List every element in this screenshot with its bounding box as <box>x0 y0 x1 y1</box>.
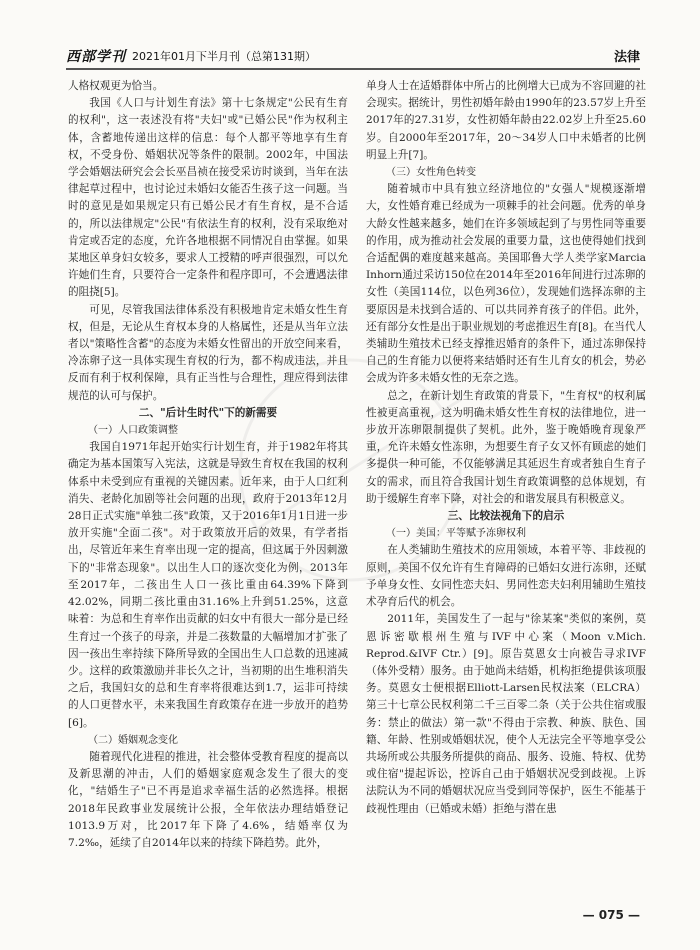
left-paragraph: 人格权观更为恰当。 <box>68 80 164 92</box>
left-section-heading: 二、"后计生时代"下的新需要 <box>138 406 278 419</box>
right-subsection-heading: （一）美国：平等赋予冻卵权利 <box>386 528 526 540</box>
right-column <box>366 78 646 818</box>
right-paragraph: 单身人士在适婚群体中所占的比例增大已成为不容回避的社会现实。据统计，男性初婚年龄由1990年的23.57岁上升至2017年的27.31岁，女性初婚年龄由22.02岁上升至25.60岁。自2000年至2017年，20～34岁人口中未婚者的比例明显上升[7]。 <box>366 80 646 161</box>
section-tag: 法律 <box>613 50 640 65</box>
journal-name: 西部学刊 <box>66 49 126 65</box>
left-paragraph: 随着现代化进程的推进，社会整体受教育程度的提高以及新思潮的冲击，人们的婚姻家庭观念发生了很大的变化，"结婚生子"已不再是追求幸福生活的必然选择。根据2018年民政事业发展统计公报，全年依法办理结婚登记1013.9万对，比2017年下降了4.6%，结婚率仅为7.2‰，延续了自2014年以来的持续下降趋势。此外， <box>68 750 348 849</box>
left-paragraph: 可见，尽管我国法律体系没有积极地肯定未婚女性生育权，但是，无论从生育权本身的人格属性，还是从当年立法者以"策略性含蓄"的态度为未婚女性留出的开放空间来看，冷冻卵子这一具体实现生育权的行为，都不构成违法，并且反而有利于权利保障，具有正当性与合理性，理应得到法律规范的认可与保护。 <box>68 303 348 402</box>
left-subsection-heading: （一）人口政策调整 <box>88 425 178 437</box>
left-paragraph: 我国自1971年起开始实行计划生育，并于1982年将其确定为基本国策写入宪法，这就是导致生育权在我国的权利体系中未受到应有重视的关键因素。近年来，由于人口红利消失、老龄化加剧等社会问题的出现，政府于2013年12月28日正式实施"单独二孩"政策，又于2016年1月1日进一步放开实施"全面二孩"。对于政策放开后的效果，有学者指出，尽管近年来生育率出现一定的提高，但这属于外因刺激下的"非常态现象"。以出生人口的逐次变化为例，2013年至2017年，二孩出生人口一孩比重由64.39%下降到42.02%，同期二孩比重由31.16%上升到51.25%，这意味着：为总和生育率作出贡献的妇女中有很大一部分是已经生育过一个孩子的母亲，并是二孩数量的大幅增加才扩张了因一孩出生率持续下降所导致的全国出生人口总数的迅速减少。这样的政策激励并非长久之计，当初期的出生堆积消失之后，我国妇女的总和生育率将很难达到1.7，运非可持续的人口更替水平，未来我国生育政策存在进一步放开的趋势[6]。 <box>68 441 348 729</box>
left-subsection-heading: （二）婚姻观念变化 <box>88 734 178 746</box>
right-paragraph: 随着城市中具有独立经济地位的"女强人"规模逐渐增大，女性婚育难已经成为一项棘手的社会问题。优秀的单身大龄女性越来越多，她们在许多领域起到了与男性同等重要的作用，成为推动社会发展的重要力量，这也使得她们找到合适配偶的难度越来越高。美国耶鲁大学人类学家Marcia Inhorn通过采访150位在2014年至2016年间进行过冻卵的女性（美国114位，以色列36位），发现她们选择冻卵的主要原因是未找到合适的、可以共同养育孩子的伴侣。此外，还有部分女性是出于职业规划的考虑推迟生育[8]。在当代人类辅助生殖技术已经支撑推迟婚育的条件下，通过冻卵保持自己的生育能力以便将来结婚时还有生儿育女的机会，势必会成为许多未婚女性的无奈之选。 <box>366 183 646 385</box>
right-section-heading: 三、比较法视角下的启示 <box>447 510 565 523</box>
issue-info: 2021年01月下半月刊（总第131期） <box>132 50 316 63</box>
right-paragraph: 总之，在新计划生育政策的背景下，"生育权"的权利属性被更高重视，这为明确未婚女性生育权的法律地位，进一步放开冻卵限制提供了契机。此外，鉴于晚婚晚育现象严重，允许未婚女性冻卵，为想要生育子女又怀有顾虑的她们多提供一种可能，不仅能够满足其延迟生育或者独自生育子女的需求，而且符合我国计划生育政策调整的总体规划，有助于缓解生育率下降，对社会的和谐发展具有积极意义。 <box>366 389 646 505</box>
page-header <box>66 44 640 70</box>
left-paragraph: 我国《人口与计划生育法》第十七条规定"公民有生育的权利"，这一表述没有将"夫妇"或"已婚公民"作为权利主体，含蓄地传递出这样的信息：每个人都平等地享有生育权，不受身份、婚姻状况等条件的限制。2002年，中国法学会婚姻法研究会会长巫昌祯在接受采访时谈到，当年在法律起草过程中，也讨论过未婚妇女能否生孩子这一问题。当时的意见是如果规定只有已婚公民才有生育权，是不合适的，所以法律规定"公民"有依法生育的权利，没有采取绝对肯定或否定的态度，允许各地根据不同情况自由掌握。如果某地区单身妇女较多，要求人工授精的呼声很强烈，可以允许她们生育，只要符合一定条件和程序即可，不会遭遇法律的阻挠[5]。 <box>68 97 348 299</box>
right-subsection-heading: （三）女性角色转变 <box>386 167 476 179</box>
left-column <box>68 78 348 852</box>
page-number: — 075 — <box>582 908 640 922</box>
right-paragraph: 2011年，美国发生了一起与"徐某案"类似的案例，莫恩诉密歇根州生殖与IVF中心案（Moon v.Mich. Reprod.&IVF Ctr.）[9]。原告莫恩女士向被告寻求IVF（体外受精）服务。由于她尚未结婚，机构拒绝提供该项服务。莫恩女士便根据Elliott-Larsen民权法案（ELCRA）第三十七章公民权利第二千三百零二条（关于公共住宿或服务：禁止的做法）第一款"不得由于宗教、种族、肤色、国籍、年龄、性别或婚姻状况，使个人无法完全平等地享受公共场所或公共服务所提供的商品、服务、设施、特权、优势或住宿"提起诉讼，控诉自己由于婚姻状况受到歧视。上诉法院认为不同的婚姻状况应当受到同等保护，医生不能基于歧视性理由（已婚或未婚）拒绝与潜在患 <box>366 613 646 815</box>
right-paragraph: 在人类辅助生殖技术的应用领域，本着平等、非歧视的原则，美国不仅允许有生育障碍的已婚妇女进行冻卵，还赋予单身女性、女同性恋夫妇、男同性恋夫妇利用辅助生殖技术孕育后代的机会。 <box>366 544 646 609</box>
